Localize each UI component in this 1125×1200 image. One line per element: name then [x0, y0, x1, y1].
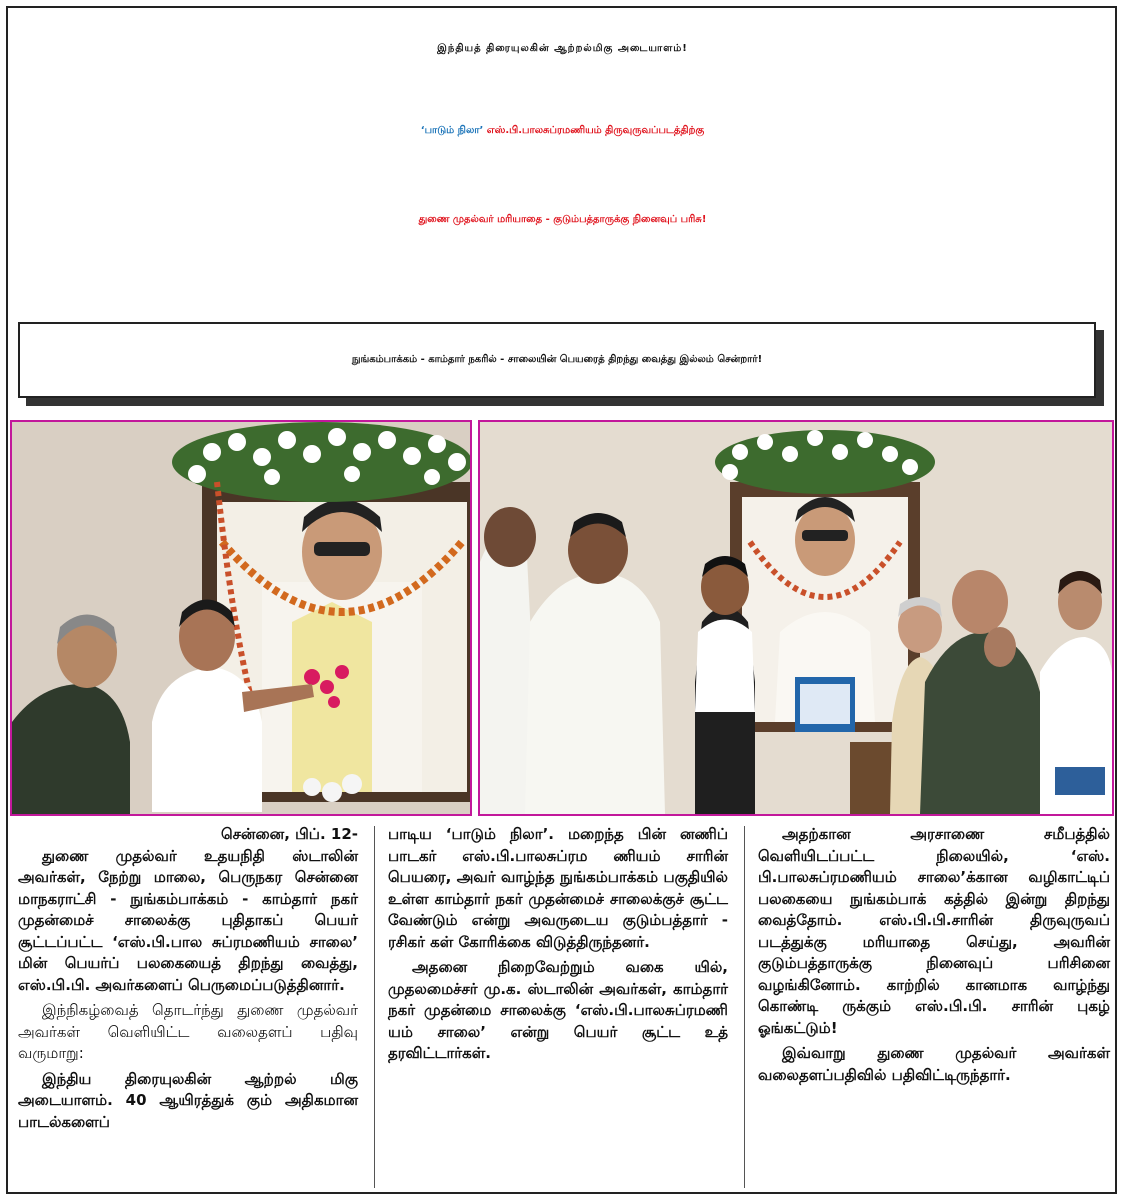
subheadline: நுங்கம்பாக்கம் - காம்தார் நகரில் - சாலையின் பெயரைத் திறந்து வைத்து இல்லம் சென்றார்!: [351, 354, 763, 365]
column-rule: [374, 826, 375, 1188]
paragraph: பாடிய ‘பாடும் நிலா’. மறைந்த பின் னணிப் பாடகர் எஸ்.பி.பாலசுப்ரம ணியம் சாரின் பெயரை, அவர் வாழ்ந்த நுங்கம்பாக்கம் பகுதியில் உள்ள காம்தார் நகர் முதன்மைச் சாலைக்குச் சூட்ட வேண்டும் என்று அவருடைய குடும்பத்தார் - ரசிகர் கள் கோரிக்கை விடுத்திருந்தனர்.: [388, 825, 728, 951]
dateline: சென்னை, பிப். 12-: [220, 825, 358, 843]
headline-line-2: துணை முதல்வர் மரியாதை - குடும்பத்தாருக்கு நினைவுப் பரிசு!: [418, 214, 707, 225]
article-body: [12, 822, 1114, 1190]
photo-left-illustration: [12, 422, 470, 814]
paragraph: துணை முதல்வர் உதயநிதி ஸ்டாலின் அவர்கள், நேற்று மாலை, பெருநகர சென்னை மாநகராட்சி - நுங்கம்பாக்கம் - காம்தார் நகர் முதன்மைச் சாலைக்கு புதிதாகப் பெயர் சூட்டப்பட்ட ‘எஸ்.பி.பால சுப்ரமணியம் சாலை’ மின் பெயர்ப் பலகையைத் திறந்து வைத்து, எஸ்.பி.பி. அவர்களைப் பெருமைப்படுத்தினார்.: [18, 846, 358, 994]
photo-right-illustration: [480, 422, 1112, 814]
paragraph: இவ்வாறு துணை முதல்வர் அவர்கள் வலைதளப்பதிவில் பதிவிட்டிருந்தார்.: [758, 1044, 1110, 1084]
headline-quote: ‘பாடும் நிலா’: [420, 125, 484, 136]
paragraph: அதனை நிறைவேற்றும் வகை யில், முதலமைச்சர் மு.க. ஸ்டாலின் அவர்கள், காம்தார் நகர் முதன்மை சாலைக்கு ‘எஸ்.பி.பாலசுப்ரமணி யம் சாலை’ என்று பெயர் சூட்ட உத் தரவிட்டார்கள்.: [388, 958, 728, 1062]
subheadline-box: [18, 322, 1096, 398]
kicker-headline: இந்தியத் திரையுலகின் ஆற்றல்மிகு அடையாளம்!: [437, 43, 688, 54]
article-column-3: [752, 822, 1114, 1190]
paragraph: இந்நிகழ்வைத் தொடர்ந்து துணை முதல்வர் அவர்கள் வெளியிட்ட வலைதளப் பதிவு வருமாறு:: [18, 1001, 358, 1062]
paragraph: அதற்கான அரசாணை சமீபத்தில் வெளியிடப்பட்ட நிலையில், ‘எஸ். பி.பாலசுப்ரமணியம் சாலை’க்கான வழிகாட்டிப் பலகையை நுங்கம்பாக் கத்தில் இன்று திறந்து வைத்தோம். எஸ்.பி.பி.சாரின் திருவுருவப் படத்துக்கு மரியாதை செய்து, அவரின் குடும்பத்தாருக்கு நினைவுப் பரிசினை வழங்கினோம். காற்றில் கானமாக வாழ்ந்து கொண்டி ருக்கும் எஸ்.பி.பி. சாரின் புகழ் ஓங்கட்டும்!: [758, 825, 1110, 1037]
paragraph: இந்திய திரையுலகின் ஆற்றல் மிகு அடையாளம். 40 ஆயிரத்துக் கும் அதிகமான பாடல்களைப்: [18, 1069, 358, 1131]
photo-memento-presentation: [478, 420, 1114, 816]
column-rule: [744, 826, 745, 1188]
photo-tribute-portrait: [10, 420, 472, 816]
headline-line-1: [14, 92, 1111, 170]
article-column-1: [12, 822, 362, 1190]
main-headline: [14, 92, 1111, 270]
headline-line-1-rest: எஸ்.பி.பாலசுப்ரமணியம் திருவுருவப்படத்திற்கு: [486, 125, 705, 136]
article-column-2: [382, 822, 732, 1190]
